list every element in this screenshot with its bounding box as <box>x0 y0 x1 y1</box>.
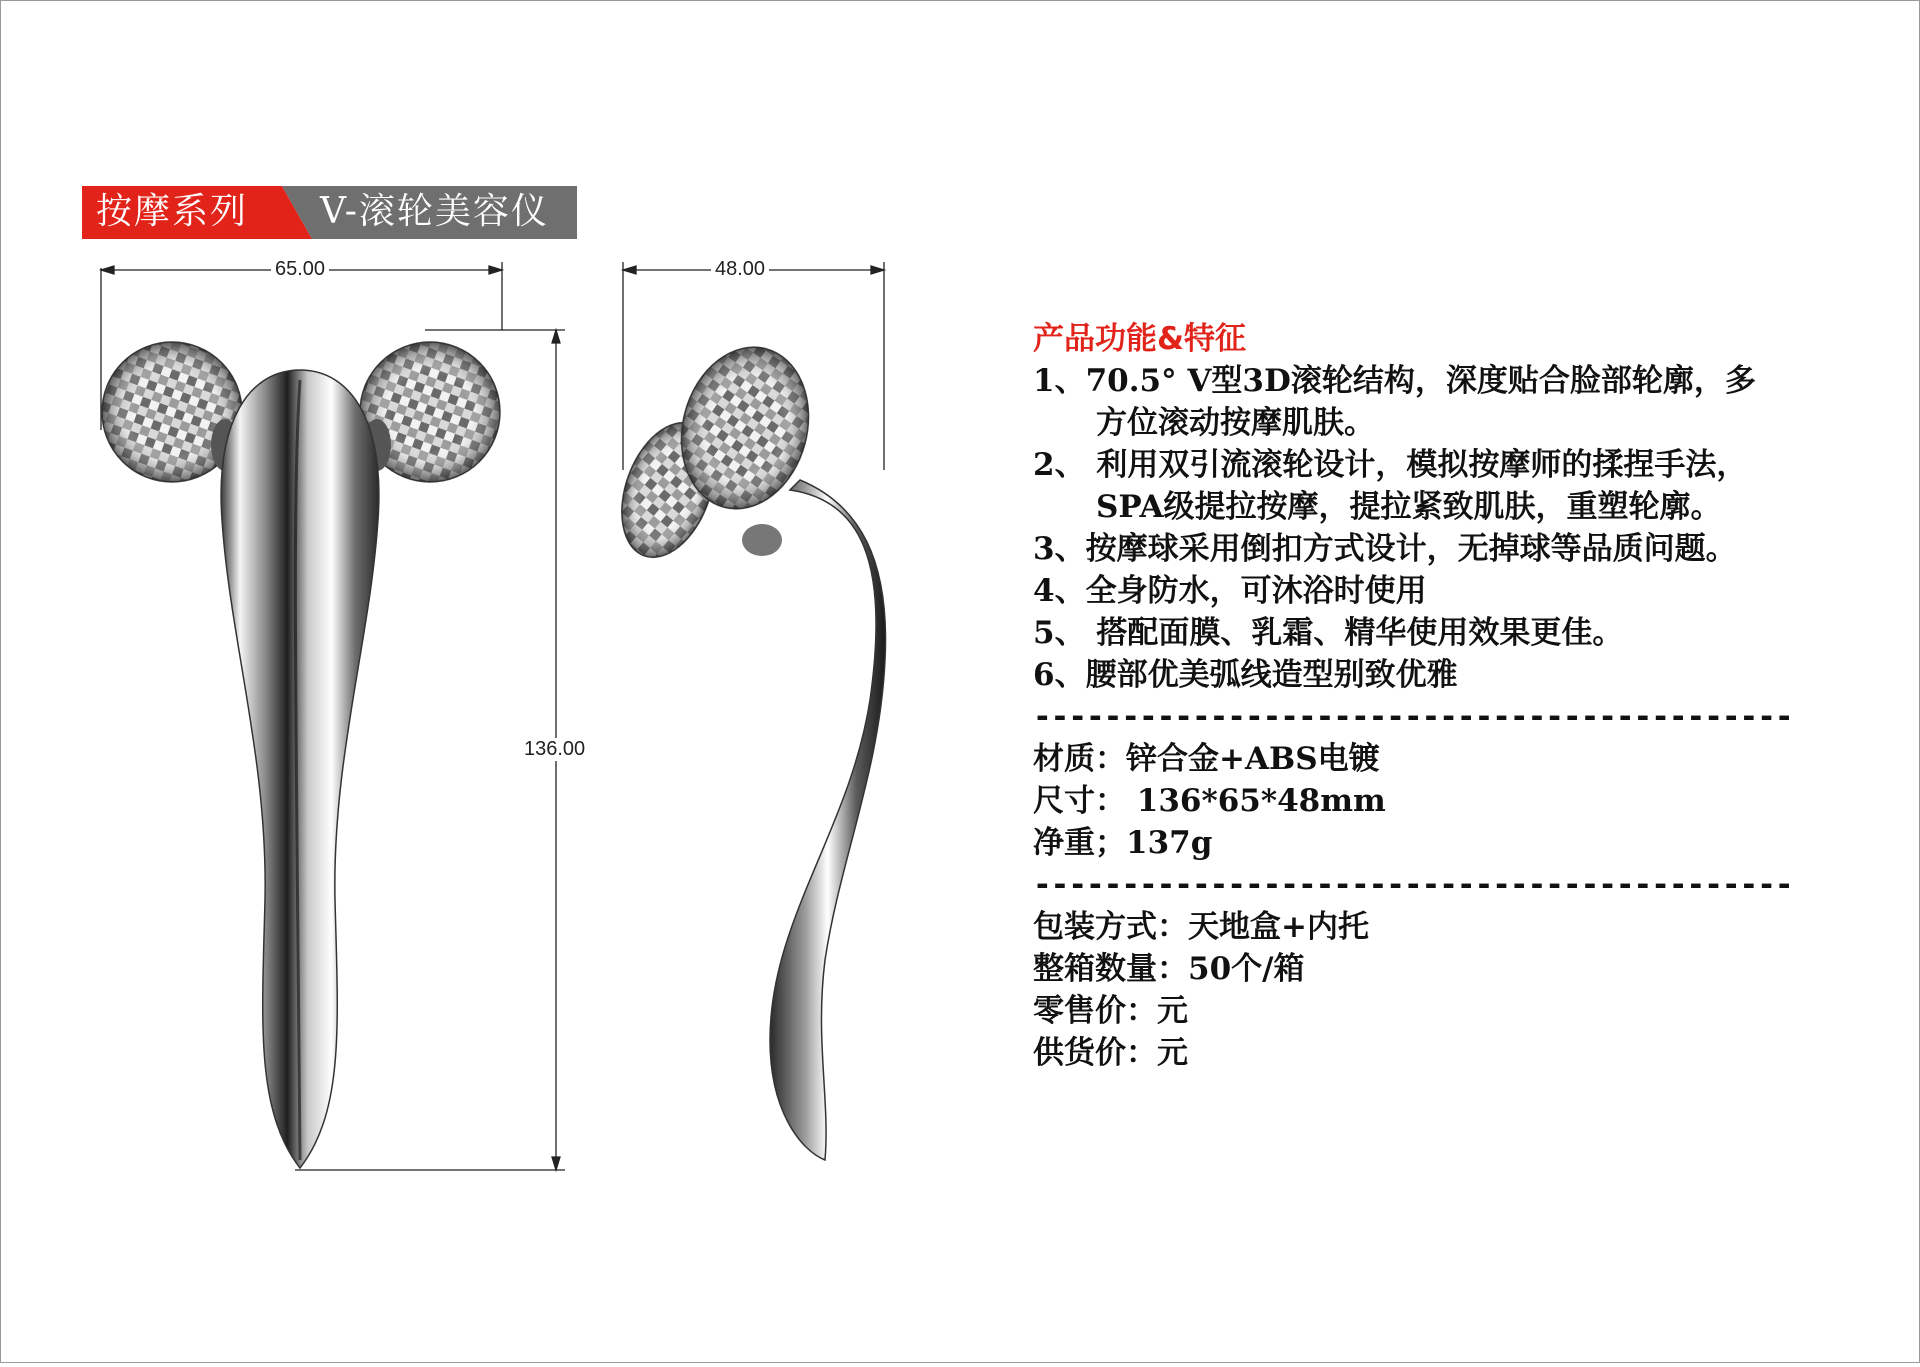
supply-price: 供货价：元 <box>1033 1035 1188 1071</box>
product-drawings <box>0 0 920 1363</box>
product-illustration <box>0 0 920 1363</box>
banner-category: 按摩系列 <box>96 191 249 232</box>
net-weight: 净重；137g <box>1033 825 1213 861</box>
size: 尺寸： 136*65*48mm <box>1033 783 1386 819</box>
product-specs <box>1033 318 1893 1074</box>
banner-product: V-滚轮美容仪 <box>320 191 549 232</box>
feature-3: 3、按摩球采用倒扣方式设计，无掉球等品质问题。 <box>1033 531 1737 567</box>
divider-2: ------------------------------------------- <box>1033 867 1793 903</box>
features-title: 产品功能&特征 <box>1033 321 1247 357</box>
material: 材质：锌合金+ABS电镀 <box>1033 741 1380 777</box>
front-view-roller <box>102 342 500 1168</box>
height-label: 136.00 <box>520 738 589 761</box>
carton-quantity: 整箱数量：50个/箱 <box>1033 951 1305 987</box>
divider-1: ------------------------------------------- <box>1033 699 1793 735</box>
feature-1-line1: 1、70.5° V型3D滚轮结构，深度贴合脸部轮廓，多 <box>1033 363 1756 399</box>
side-view-roller <box>605 333 886 1160</box>
feature-5: 5、 搭配面膜、乳霜、精华使用效果更佳。 <box>1033 615 1624 651</box>
feature-1-line2: 方位滚动按摩肌肤。 <box>1096 405 1375 441</box>
feature-6: 6、腰部优美弧线造型别致优雅 <box>1033 657 1458 693</box>
front-width-label: 65.00 <box>271 258 329 281</box>
feature-2-line1: 2、 利用双引流滚轮设计，模拟按摩师的揉捏手法， <box>1033 447 1748 483</box>
feature-4: 4、全身防水，可沐浴时使用 <box>1033 573 1427 609</box>
packaging-method: 包装方式：天地盒+内托 <box>1033 909 1369 945</box>
retail-price: 零售价：元 <box>1033 993 1188 1029</box>
side-width-label: 48.00 <box>711 258 769 281</box>
feature-2-line2: SPA级提拉按摩，提拉紧致肌肤，重塑轮廓。 <box>1096 489 1722 525</box>
